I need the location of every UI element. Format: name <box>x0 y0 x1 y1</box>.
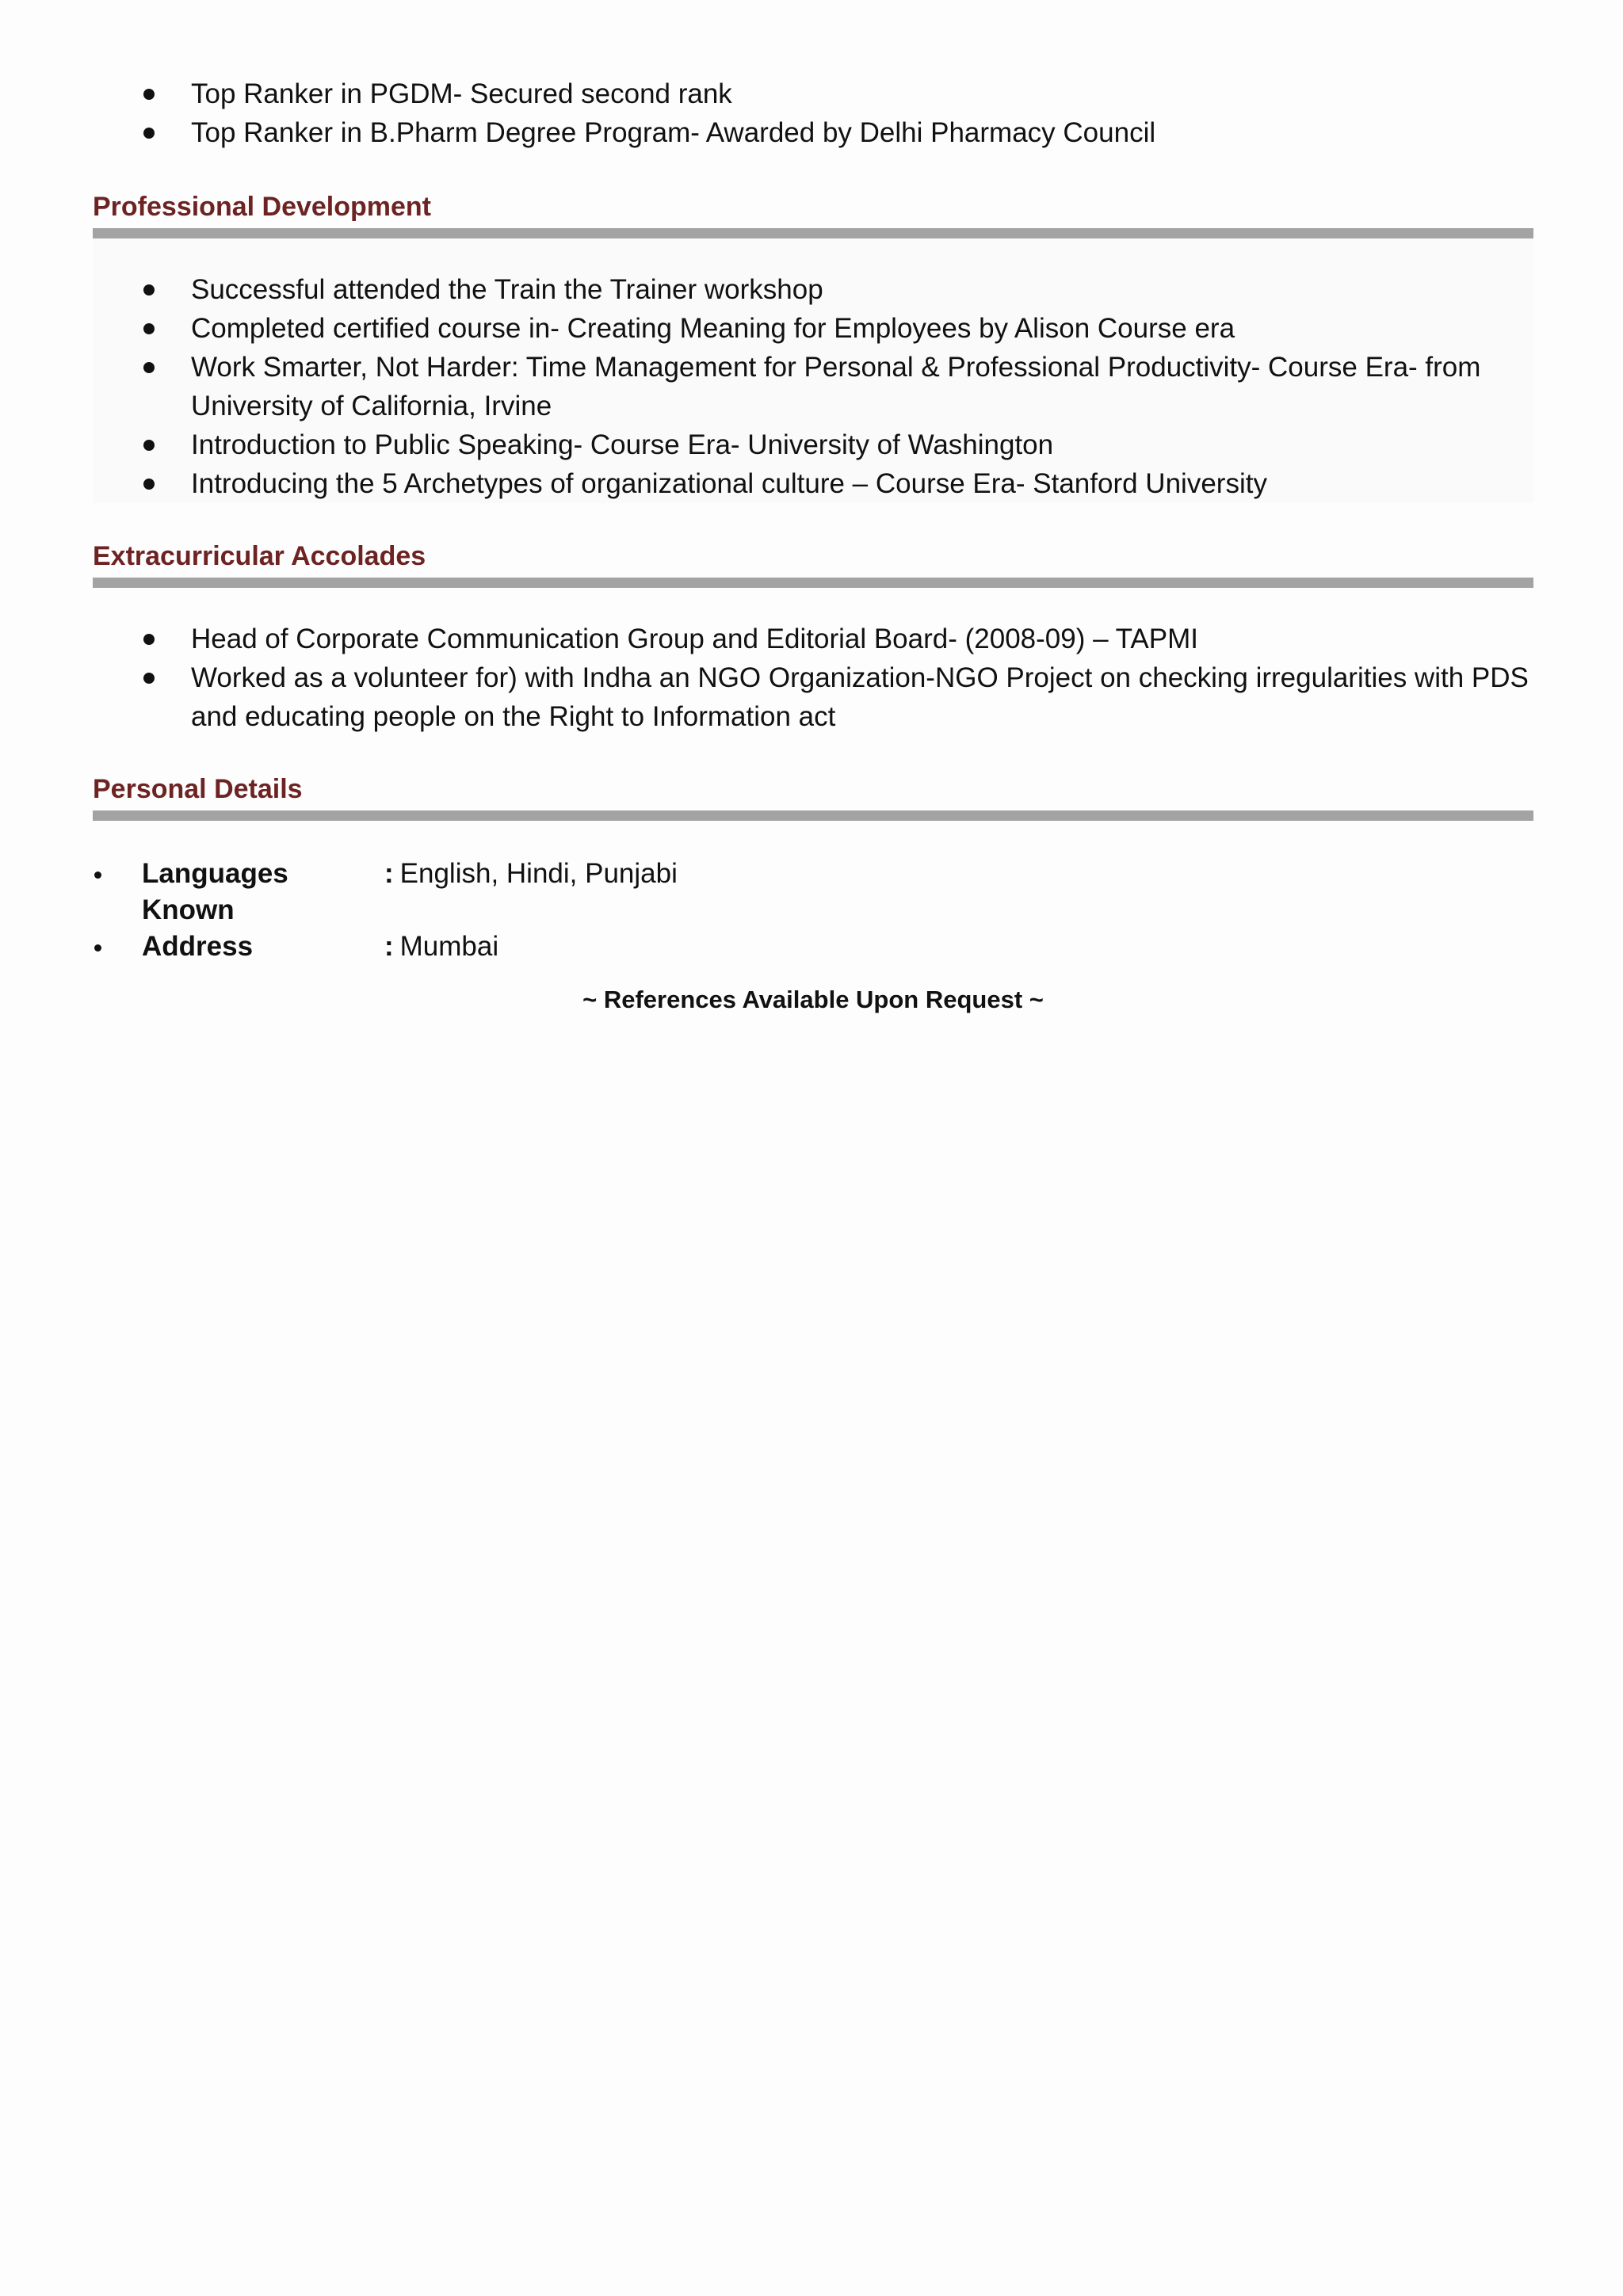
list-item <box>93 425 1533 464</box>
item-text: Work Smarter, Not Harder: Time Management for Personal & Professional Productivity- Course Era- from University of California, Irvine <box>191 352 1481 421</box>
section-extracurricular <box>93 540 1533 736</box>
list-item <box>93 620 1533 658</box>
section-body <box>93 238 1533 503</box>
section-divider <box>93 578 1533 588</box>
section-body <box>93 588 1533 736</box>
item-text: Successful attended the Train the Trainer workshop <box>191 274 823 305</box>
list-item <box>93 464 1533 503</box>
item-text: Head of Corporate Communication Group and Editorial Board- (2008-09) – TAPMI <box>191 624 1199 654</box>
bullet-icon <box>143 362 155 373</box>
detail-label: Languages Known <box>142 858 288 925</box>
section-heading: Personal Details <box>93 774 303 804</box>
list-item <box>93 856 1533 929</box>
bullet-icon <box>143 89 155 100</box>
resume-page <box>93 78 1533 1014</box>
detail-label: Address <box>142 931 254 962</box>
bullet-icon <box>94 871 101 879</box>
bullet-icon <box>143 634 155 645</box>
professional-development-list <box>93 270 1533 503</box>
bullet-icon <box>143 128 155 139</box>
detail-separator: : <box>384 858 394 889</box>
list-item <box>93 658 1533 736</box>
list-item <box>93 74 1533 113</box>
section-heading: Extracurricular Accolades <box>93 541 426 571</box>
list-item <box>93 113 1533 152</box>
detail-separator: : <box>384 931 394 962</box>
list-item <box>93 270 1533 309</box>
award-text: Top Ranker in B.Pharm Degree Program- Awarded by Delhi Pharmacy Council <box>191 117 1156 148</box>
bullet-icon <box>143 323 155 334</box>
item-text: Worked as a volunteer for) with Indha an NGO Organization-NGO Project on checking irregularities with PDS and educating people on the Right to Information act <box>191 662 1529 732</box>
item-text: Introduction to Public Speaking- Course Era- University of Washington <box>191 429 1054 460</box>
personal-details-list <box>93 856 1533 965</box>
section-body <box>93 821 1533 965</box>
list-item <box>93 309 1533 348</box>
bullet-icon <box>143 440 155 451</box>
item-text: Introducing the 5 Archetypes of organizational culture – Course Era- Stanford University <box>191 468 1267 499</box>
references-note: ~ References Available Upon Request ~ <box>582 986 1044 1013</box>
bullet-icon <box>143 673 155 684</box>
item-text: Completed certified course in- Creating Meaning for Employees by Alison Course era <box>191 313 1235 344</box>
section-divider <box>93 228 1533 238</box>
section-divider <box>93 810 1533 821</box>
bullet-icon <box>94 944 101 952</box>
list-item <box>93 929 1533 965</box>
detail-value: Mumbai <box>399 931 499 962</box>
section-professional-development <box>93 190 1533 503</box>
section-heading: Professional Development <box>93 192 432 222</box>
award-text: Top Ranker in PGDM- Secured second rank <box>191 78 732 109</box>
list-item <box>93 348 1533 425</box>
extracurricular-list <box>93 620 1533 736</box>
bullet-icon <box>143 479 155 490</box>
detail-value: English, Hindi, Punjabi <box>399 858 678 889</box>
bullet-icon <box>143 284 155 296</box>
section-personal-details <box>93 772 1533 965</box>
awards-list <box>93 74 1533 152</box>
